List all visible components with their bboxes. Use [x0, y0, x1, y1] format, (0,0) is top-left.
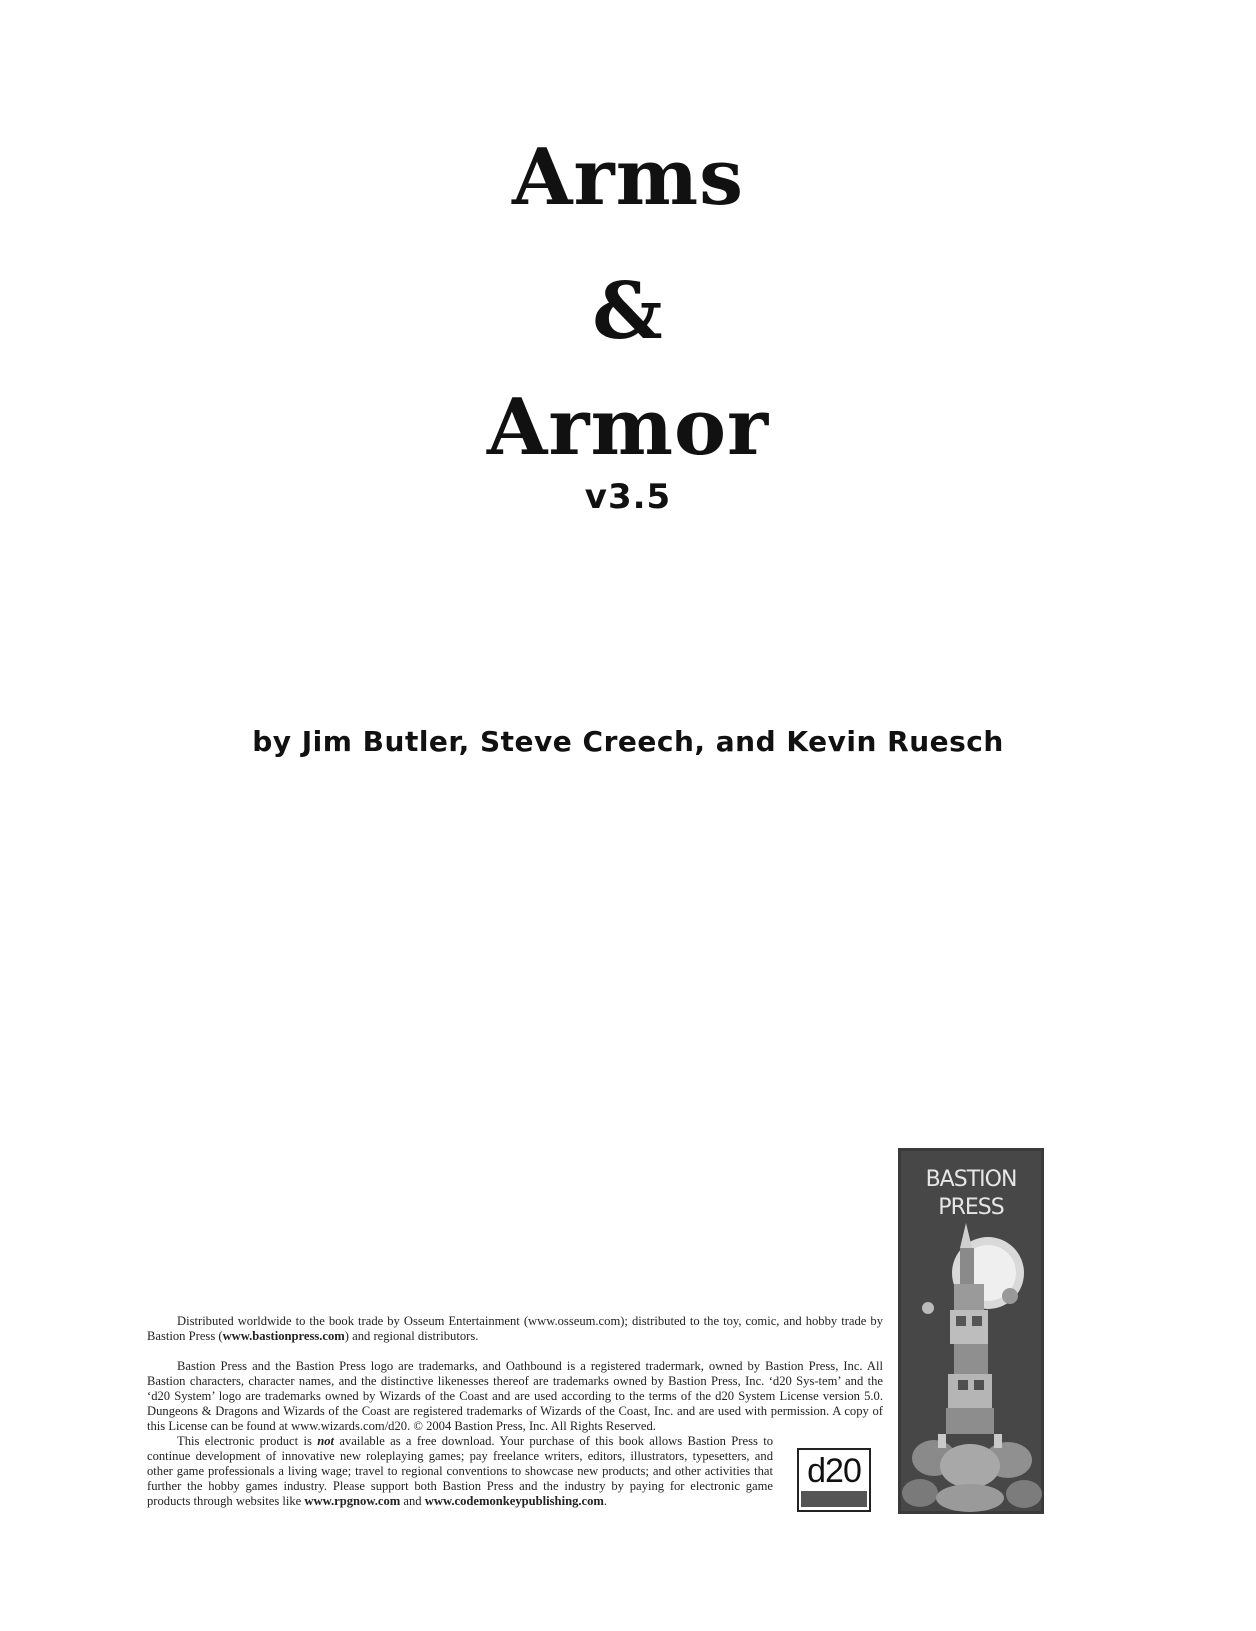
bastion-url: www.bastionpress.com [222, 1329, 345, 1343]
purchase-emphasis: not [317, 1434, 335, 1448]
purchase-paragraph [147, 1434, 773, 1509]
purchase-text-and: and [400, 1494, 425, 1508]
codemonkey-url: www.codemonkeypublishing.com [424, 1494, 604, 1508]
authors-byline: by Jim Butler, Steve Creech, and Kevin Ruesch [252, 725, 1004, 758]
d20-logo-text: d20 [807, 1452, 861, 1490]
rpgnow-url: www.rpgnow.com [304, 1494, 401, 1508]
title-armor: Armor [486, 382, 770, 473]
distribution-text-end: ) and regional distributors. [344, 1329, 479, 1343]
purchase-text-end: . [603, 1494, 608, 1508]
distribution-text: Distributed worldwide to the book trade by Osseum Entertainment (www.osseum.com); distributed to the toy, comic, and hobby trade by Bastion Press ( [147, 1314, 883, 1343]
bastion-press-cover-image [898, 1148, 1044, 1514]
cover-logo-line2: PRESS [938, 1195, 1004, 1220]
title-arms: Arms [511, 132, 745, 223]
purchase-text-body: available as a free download. Your purchase of this book allows Bastion Press to continue development of innovative new roleplaying games; pay freelance writers, editors, illustrators, typesetters, and other game professionals a living wage; travel to regional conventions to showcase new products; and other activities that further the hobby games industry. Please support both Bastion Press and the industry by paying for electronic game products through websites like [147, 1434, 773, 1508]
cover-logo-line1: BASTION [925, 1167, 1017, 1192]
d20-system-logo [797, 1448, 871, 1512]
legal-notice [147, 1314, 883, 1509]
title-ampersand: & [592, 266, 664, 357]
purchase-text: This electronic product is [177, 1434, 318, 1448]
trademark-paragraph: Bastion Press and the Bastion Press logo are trademarks, and Oathbound is a registered tradermark, owned by Bastion Press, Inc. All Bastion characters, character names, and the distinctive likenesses thereof are trademarks owned by Bastion Press, Inc. ‘d20 Sys-tem’ and the ‘d20 System’ logo are trademarks owned by Wizards of the Coast and are used according to the terms of the d20 System License version 5.0. Dungeons & Dragons and Wizards of the Coast are registered trademarks of Wizards of the Coast, Inc. and are used with permission. A copy of this License can be found at www.wizards.com/d20. © 2004 Bastion Press, Inc. All Rights Reserved. [147, 1359, 883, 1433]
d20-logo-band [801, 1491, 867, 1507]
title-version: v3.5 [584, 477, 672, 517]
distribution-paragraph [147, 1314, 883, 1344]
